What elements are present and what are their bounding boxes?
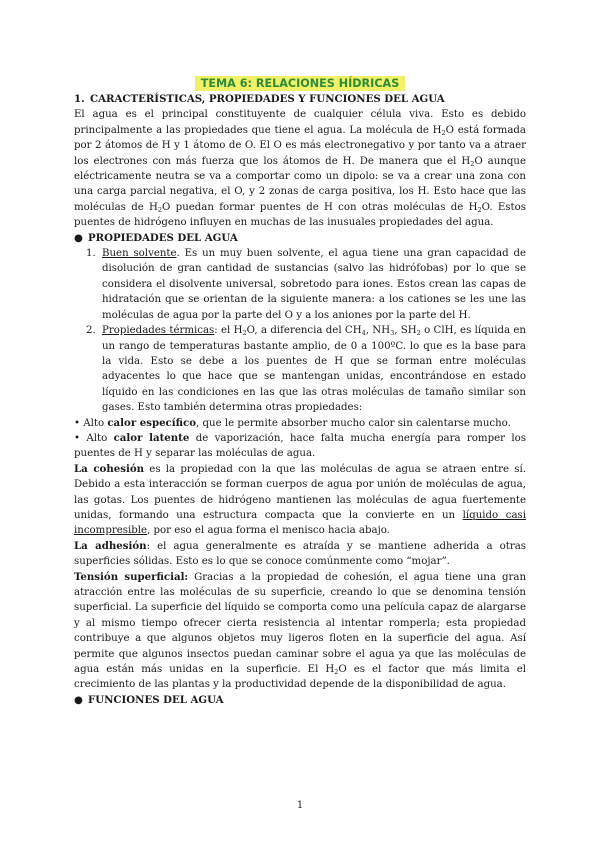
line-text: de vaporización, hace falta mucha energía para romper los puentes de H y separar las moléculas de agua.	[74, 432, 526, 460]
item-label: Propiedades térmicas	[102, 325, 215, 337]
title-wrap	[0, 72, 600, 91]
intro-text-4: O puedan formar puentes de H con otras moléculas de H	[162, 201, 478, 213]
paragraph-text: Gracias a la propiedad de cohesión, el agua tiene una gran atracción entre las moléculas de su superficie, creando lo que se denomina tensión superficial. La superficie del líquido se comporta como una película capaz de alargarse y al mismo tiempo ofrecer cierta resistencia al intentar romperla; esta propiedad contribuye a que algunos objetos muy ligeros floten en la superficie del agua. Así permite que algunos insectos puedan caminar sobre el agua ya que las moléculas de agua están más unidas en la superficie. El H	[74, 571, 526, 676]
subscript: 4	[361, 329, 366, 338]
intro-text-5: O. Estos puentes de hidrógeno influyen en muchas de las inusuales propiedades del agua.	[74, 201, 526, 229]
item-text: , NH	[365, 325, 391, 337]
tension-paragraph	[74, 570, 526, 693]
funciones-title: FUNCIONES DEL AGUA	[88, 693, 224, 706]
underlined-term: líquido casi incompresible	[74, 509, 526, 537]
subscript: 2	[334, 668, 339, 677]
item-text: , SH	[394, 325, 417, 337]
line-text: , que le permite absorber mucho calor sin calentarse mucho.	[196, 417, 511, 429]
bold-term: calor específico	[107, 416, 197, 429]
subscript: 3	[390, 329, 395, 338]
bullet-icon: ●	[74, 693, 83, 706]
propiedades-heading	[74, 231, 526, 246]
item-text: O, a diferencia del CH	[246, 325, 362, 337]
cohesion-paragraph	[74, 462, 526, 539]
section-title: CARACTERÍSTICAS, PROPIEDADES Y FUNCIONES DEL AGUA	[90, 93, 445, 105]
item-text: . Es un muy buen solvente, el agua tiene una gran capacidad de disolución de gran cantidad de sustancias (salvo las hidrófobas) por lo que se considera el disolvente universal, sobretodo para iones. Estos crean las capas de hidratación que se orientan de la siguiente manera: a los cationes se les une las moléculas de agua por la parte del O y a los aniones por la parte del H.	[102, 248, 527, 321]
list-item-termicas	[74, 323, 526, 415]
subscript: 2	[242, 329, 247, 338]
intro-text-2: O está formada por 2 átomos de H y 1 átomo de O. El O es más electronegativo y por tanto va a atraer los electrones con más fuerza que los átomos de H. De manera que el H	[74, 124, 527, 167]
subscript: 2	[477, 205, 482, 214]
subscript: 2	[416, 329, 421, 338]
funciones-heading	[74, 693, 526, 708]
bold-term: La adhesión	[74, 539, 147, 552]
subscript: 2	[470, 159, 475, 168]
list-number: 1.	[86, 248, 96, 260]
item-text: : el H	[214, 325, 243, 337]
bold-term: La cohesión	[74, 462, 145, 475]
intro-text-3: O aunque eléctricamente neutra se va a comportar como un dipolo: se va a crear una zona con una carga parcial negativa, el O, y 2 zonas de carga positiva, los H. Esto hace que las moléculas de H	[74, 155, 526, 213]
item-label: Buen solvente	[102, 248, 177, 260]
bold-term: Tensión superficial:	[74, 570, 189, 583]
bullet-text: • Alto	[74, 432, 114, 444]
page-title: TEMA 6: RELACIONES HÍDRICAS	[195, 76, 406, 91]
bold-term: calor latente	[113, 431, 190, 444]
intro-text-1: El agua es el principal constituyente de cualquier célula viva. Esto es debido principalmente a las propiedades que tiene el agua. La molécula de H	[74, 109, 526, 136]
list-item-solvente	[74, 246, 526, 323]
paragraph-text: es la propiedad con la que las moléculas de agua se atraen entre sí. Debido a esta interacción se forman cuerpos de agua por unión de moléculas de agua, las gotas. Los puentes de hidrógeno mantienen las moléculas de agua fuertemente unidas, formando una estructura compacta que la convierte en un	[74, 463, 526, 521]
intro-paragraph	[74, 107, 526, 230]
propiedades-title: PROPIEDADES DEL AGUA	[88, 231, 238, 244]
paragraph-text: , por eso el agua forma el menisco hacia abajo.	[147, 525, 390, 537]
list-number: 2.	[86, 325, 96, 337]
page-number: 1	[296, 800, 304, 811]
document-body	[74, 92, 526, 708]
calor-latente-line	[74, 431, 526, 462]
adhesion-paragraph	[74, 539, 526, 570]
paragraph-text: : el agua generalmente es atraída y se mantiene adherida a otras superficies sólidas. Esto es lo que se conoce comúnmente como “mojar”.	[74, 540, 526, 568]
section-heading	[74, 92, 526, 107]
bullet-text: • Alto	[74, 417, 108, 429]
section-number: 1.	[74, 93, 85, 105]
paragraph-text: O es el factor que más limita el crecimiento de las plantas y la productividad depende de la disponibilidad de agua.	[74, 664, 526, 691]
item-text: o ClH, es líquida en un rango de temperaturas bastante amplio, de 0 a 100ºC. lo que es la base para la vida. Esto se debe a los puentes de H que se forman entre moléculas adyacentes lo que hace que se mantengan unidas, encontrándose en estado líquido en las condiciones en las que las otras moléculas de tamaño similar son gases. Esto también determina otras propiedades:	[102, 325, 526, 414]
bullet-icon: ●	[74, 231, 83, 244]
subscript: 2	[157, 205, 163, 214]
calor-especifico-line	[74, 416, 526, 431]
subscript: 2	[441, 128, 446, 137]
